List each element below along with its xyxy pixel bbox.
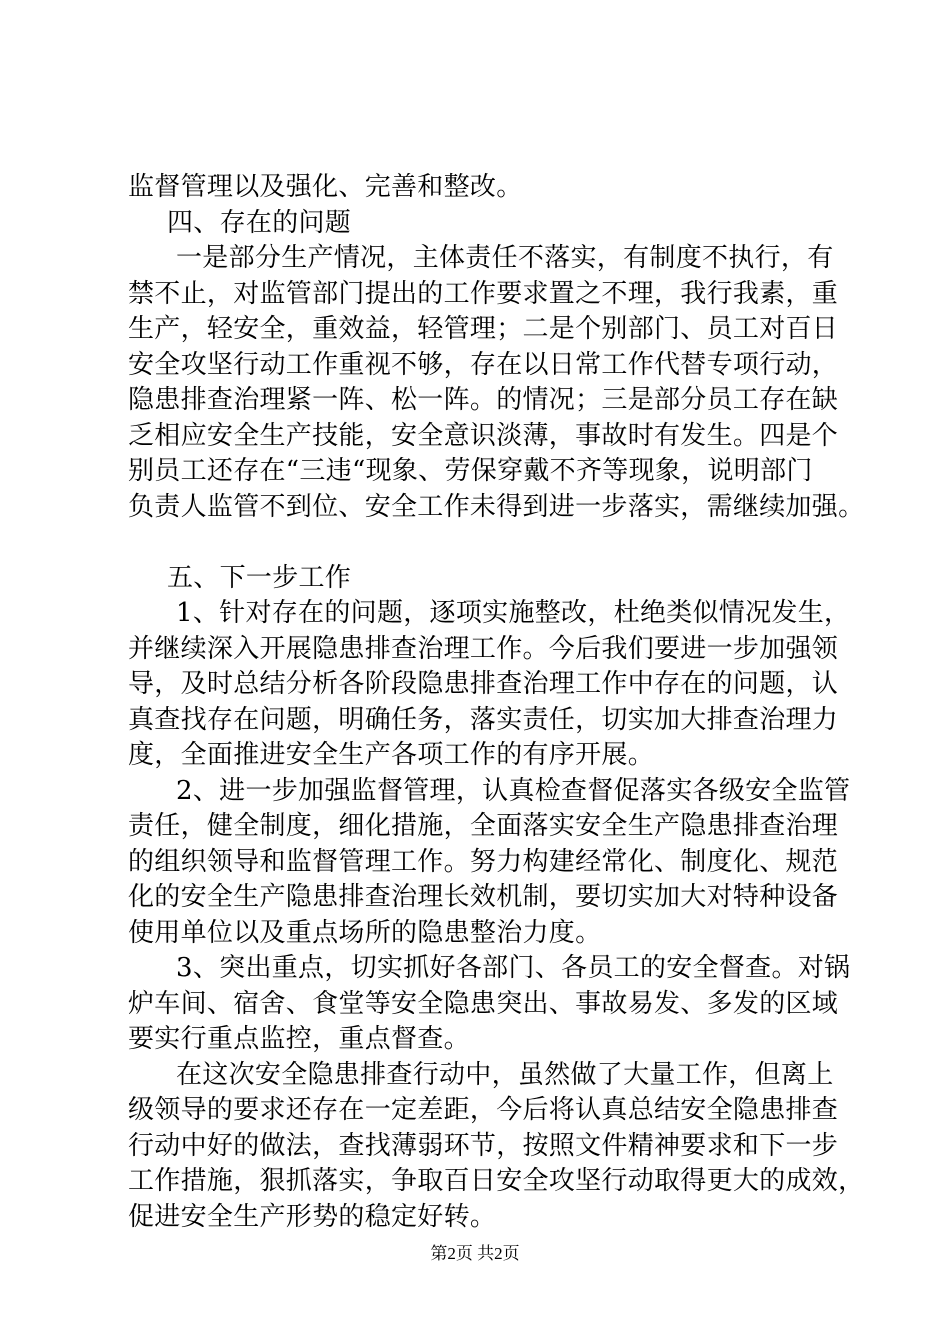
text-line: 级领导的要求还存在一定差距，今后将认真总结安全隐患排查 <box>128 1095 839 1125</box>
text-line: 真查找存在问题，明确任务，落实责任，切实加大排查治理力 <box>128 704 839 735</box>
text-line: 并继续深入开展隐患排查治理工作。今后我们要进一步加强领 <box>128 633 839 664</box>
text-line: 化的安全生产隐患排查治理长效机制，要切实加大对特种设备 <box>128 882 839 912</box>
text-line: 一是部分生产情况，主体责任不落实，有制度不执行，有 <box>176 243 834 273</box>
text-line: 禁不止，对监管部门提出的工作要求置之不理，我行我素，重 <box>128 278 839 309</box>
text-line: 炉车间、宿舍、食堂等安全隐患突出、事故易发、多发的区域 <box>128 988 839 1019</box>
text-line: 工作措施，狠抓落实，争取百日安全攻坚行动取得更大的成效， <box>128 1166 865 1196</box>
text-line: 责任，健全制度，细化措施，全面落实安全生产隐患排查治理 <box>128 811 839 841</box>
text-line: 促进安全生产形势的稳定好转。 <box>128 1201 497 1232</box>
text-line: 在这次安全隐患排查行动中，虽然做了大量工作，但离上 <box>176 1059 834 1090</box>
text-line: 安全攻坚行动工作重视不够，存在以日常工作代替专项行动， <box>128 349 839 380</box>
text-line: 别员工还存在“三违“现象、劳保穿戴不齐等现象，说明部门 <box>128 456 813 486</box>
text-line: 乏相应安全生产技能，安全意识淡薄，事故时有发生。四是个 <box>128 420 839 451</box>
text-line: 监督管理以及强化、完善和整改。 <box>128 172 523 202</box>
text-line: 度，全面推进安全生产各项工作的有序开展。 <box>128 740 655 770</box>
text-line: 负责人监管不到位、安全工作未得到进一步落实，需继续加强。 <box>128 491 865 522</box>
section-heading-problems: 四、存在的问题 <box>167 207 352 238</box>
text-line: 的组织领导和监督管理工作。努力构建经常化、制度化、规范 <box>128 846 839 877</box>
text-line: 3、突出重点，切实抓好各部门、各员工的安全督查。对锅 <box>176 953 851 983</box>
document-body <box>128 170 865 1235</box>
text-line: 要实行重点监控，重点督查。 <box>128 1024 470 1054</box>
paragraph-gap <box>128 525 828 561</box>
text-line: 隐患排查治理紧一阵、松一阵。的情况；三是部分员工存在缺 <box>128 385 839 415</box>
text-line: 2、进一步加强监督管理，认真检查督促落实各级安全监管 <box>176 775 851 806</box>
section-heading-next-steps: 五、下一步工作 <box>167 562 352 593</box>
text-line: 生产，轻安全，重效益，轻管理；二是个别部门、员工对百日 <box>128 314 839 344</box>
text-line: 导，及时总结分析各阶段隐患排查治理工作中存在的问题，认 <box>128 669 839 699</box>
text-line: 使用单位以及重点场所的隐患整治力度。 <box>128 917 602 948</box>
page-number-footer: 第2页 共2页 <box>430 1244 520 1263</box>
text-line: 1、针对存在的问题，逐项实施整改，杜绝类似情况发生， <box>176 598 851 628</box>
text-line: 行动中好的做法，查找薄弱环节，按照文件精神要求和下一步 <box>128 1130 839 1161</box>
